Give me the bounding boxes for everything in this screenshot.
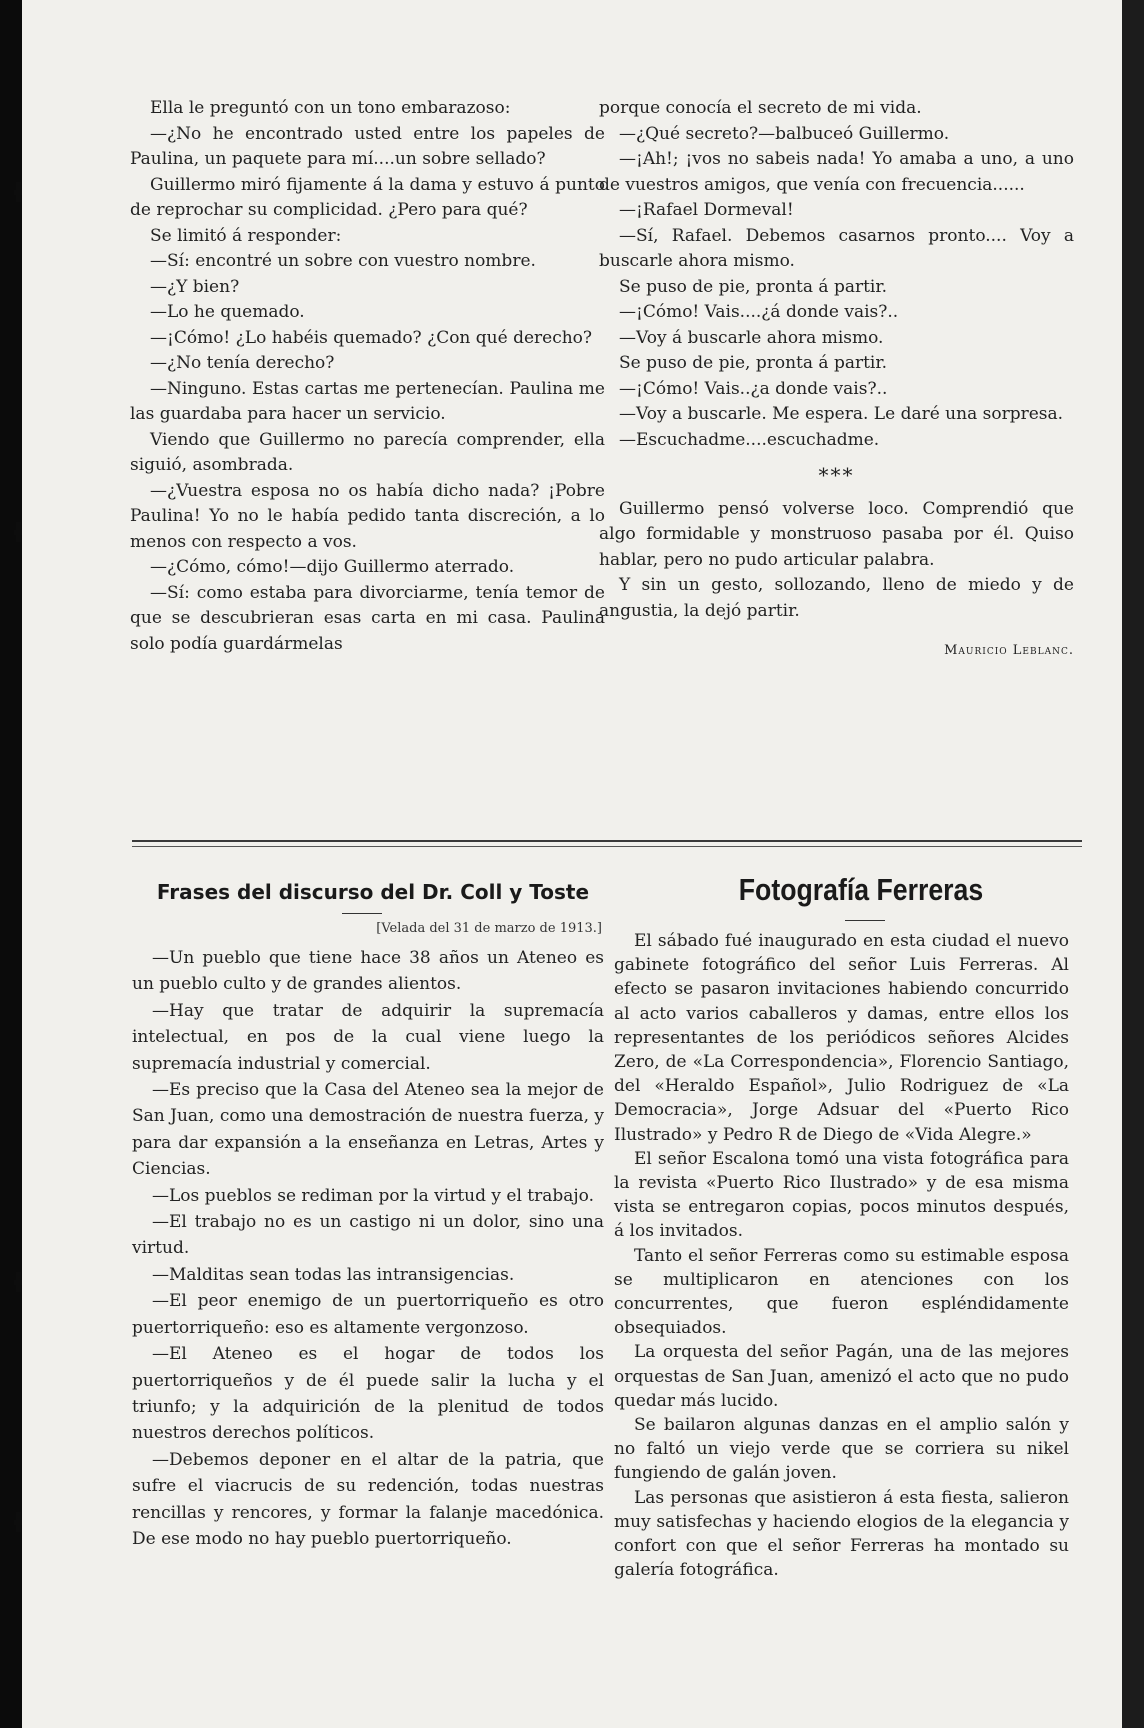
paragraph: —Malditas sean todas las intransigencias.: [152, 1264, 515, 1285]
author-signature: Mauricio Leblanc.: [944, 643, 1074, 658]
paragraph: —¿No tenía derecho?: [150, 353, 335, 373]
story-right-paragraphs: [599, 96, 1074, 453]
paragraph: Y sin un gesto, sollozando, lleno de miedo y de angustia, la dejó partir.: [599, 575, 1074, 621]
paragraph: —¿Qué secreto?—balbuceó Guillermo.: [619, 123, 950, 144]
story-continuation-right: [599, 96, 1074, 664]
paragraph: El sábado fué inaugurado en esta ciudad el nuevo gabinete fotográfico del señor Luis Ferreras. Al efecto se pasaron invitaciones habiendo concurrido al acto varios caballeros y damas, entre ellos los representantes de los periódicos señores Alcides Zero, de «La Correspondencia», Florencio Santiago, del «Heraldo Español», Julio Rodriguez de «La Democracia», Jorge Adsuar del «Puerto Rico Ilustrado» y Pedro R de Diego de «Vida Alegre.»: [614, 931, 1069, 1145]
paragraph: Ella le preguntó con un tono embarazoso:: [150, 98, 511, 118]
newspaper-page: [22, 0, 1122, 1728]
paragraph: —El peor enemigo de un puertorriqueño es otro puertorriqueño: eso es altamente vergonzoso.: [132, 1291, 604, 1338]
article-date: [Velada del 31 de marzo de 1913.]: [376, 921, 602, 936]
article-title-fotografia: Fotografía Ferreras: [738, 872, 984, 907]
paragraph: Tanto el señor Ferreras como su estimable esposa se multiplicaron en atenciones con los concurrentes, que fueron espléndidamente obsequiados.: [614, 1245, 1069, 1339]
paragraph: —Sí: como estaba para divorciarme, tenía temor de que se descubrieran esas carta en mi casa. Paulina solo podía guardármelas: [130, 582, 605, 654]
story-continuation-left: [130, 96, 605, 657]
paragraph: —Voy a buscarle. Me espera. Le daré una sorpresa.: [619, 404, 1064, 424]
paragraph: —¡Rafael Dormeval!: [619, 200, 794, 220]
paragraph: —Hay que tratar de adquirir la supremacía intelectual, en pos de la cual viene luego la supremacía industrial y comercial.: [132, 1000, 604, 1074]
section-separator: ***: [818, 463, 855, 487]
paragraph: Se puso de pie, pronta á partir.: [619, 353, 888, 373]
paragraph: El señor Escalona tomó una vista fotográfica para la revista «Puerto Rico Ilustrado» y de esa misma vista se entregaron copias, pocos minutos después, á los invitados.: [614, 1148, 1069, 1242]
paragraph: —¡Ah!; ¡vos no sabeis nada! Yo amaba a uno, a uno de vuestros amigos, que venía con frecuencia......: [599, 149, 1074, 195]
article-title-discurso: Frases del discurso del Dr. Coll y Toste: [156, 880, 590, 904]
page-binding-edge: [0, 0, 22, 1728]
paragraph: —¡Cómo! ¿Lo habéis quemado? ¿Con qué derecho?: [150, 327, 593, 348]
paragraph: —¡Cómo! Vais....¿á donde vais?..: [619, 302, 899, 322]
paragraph: Se limitó á responder:: [150, 225, 342, 246]
paragraph: Guillermo pensó volverse loco. Comprendió que algo formidable y monstruoso pasaba por él. Quiso hablar, pero no pudo articular palabra.: [599, 498, 1074, 570]
paragraph: —Ninguno. Estas cartas me pertenecían. Paulina me las guardaba para hacer un servicio.: [130, 378, 605, 424]
paragraph: Se puso de pie, pronta á partir.: [619, 276, 888, 297]
paragraph: —Voy á buscarle ahora mismo.: [619, 327, 884, 348]
paragraph: —¿Vuestra esposa no os había dicho nada? ¡Pobre Paulina! Yo no le había pedido tanta discreción, a lo menos con respecto a vos.: [130, 480, 605, 552]
paragraph: porque conocía el secreto de mi vida.: [599, 98, 922, 118]
paragraph: —¿Y bien?: [150, 276, 240, 297]
paragraph: —El trabajo no es un castigo ni un dolor, sino una virtud.: [132, 1212, 604, 1259]
section-divider-thin: [132, 846, 1082, 847]
paragraph: —Debemos deponer en el altar de la patria, que sufre el viacrucis de su redención, todas nuestras rencillas y rencores, y formar la falanje macedónica. De ese modo no hay pueblo puertorriqueño.: [132, 1449, 604, 1549]
paragraph: —El Ateneo es el hogar de todos los puertorriqueños y de él puede salir la lucha y el triunfo; y la adquirición de la plenitud de todos nuestros derechos políticos.: [132, 1344, 604, 1444]
title-dash: [845, 920, 885, 921]
paragraph: —¡Cómo! Vais..¿a donde vais?..: [619, 378, 888, 399]
paragraph: —Sí, Rafael. Debemos casarnos pronto.... Voy a buscarle ahora mismo.: [599, 225, 1074, 271]
paragraph: —¿No he encontrado usted entre los papeles de Paulina, un paquete para mí....un sobre sellado?: [130, 123, 605, 169]
paragraph: Se bailaron algunas danzas en el amplio salón y no faltó un viejo verde que se corriera su nikel fungiendo de galán joven.: [614, 1415, 1069, 1484]
article-body-fotografia: [614, 929, 1069, 1582]
article-body-discurso: [132, 945, 604, 1552]
paragraph: Viendo que Guillermo no parecía comprender, ella siguió, asombrada.: [130, 429, 605, 475]
paragraph: —Un pueblo que tiene hace 38 años un Ateneo es un pueblo culto y de grandes alientos.: [132, 948, 604, 995]
paragraph: —Es preciso que la Casa del Ateneo sea la mejor de San Juan, como una demostración de nuestra fuerza, y para dar expansión a la enseñanza en Letras, Artes y Ciencias.: [132, 1080, 604, 1180]
paragraph: La orquesta del señor Pagán, una de las mejores orquestas de San Juan, amenizó el acto que no pudo quedar más lucido.: [614, 1342, 1069, 1411]
paragraph: Guillermo miró fijamente á la dama y estuvo á punto de reprochar su complicidad. ¿Pero para qué?: [130, 174, 605, 220]
paragraph: —¿Cómo, cómo!—dijo Guillermo aterrado.: [150, 557, 515, 577]
paragraph: —Los pueblos se rediman por la virtud y el trabajo.: [152, 1185, 595, 1206]
paragraph: —Lo he quemado.: [150, 302, 305, 322]
story-ending-paragraphs: [599, 497, 1074, 625]
section-divider: [132, 840, 1082, 842]
paragraph: —Escuchadme....escuchadme.: [619, 429, 880, 450]
paragraph: —Sí: encontré un sobre con vuestro nombre.: [150, 251, 536, 271]
paragraph: Las personas que asistieron á esta fiesta, salieron muy satisfechas y haciendo elogios de la elegancia y confort con que el señor Ferreras ha montado su galería fotográfica.: [614, 1487, 1069, 1581]
title-dash: [342, 913, 382, 914]
